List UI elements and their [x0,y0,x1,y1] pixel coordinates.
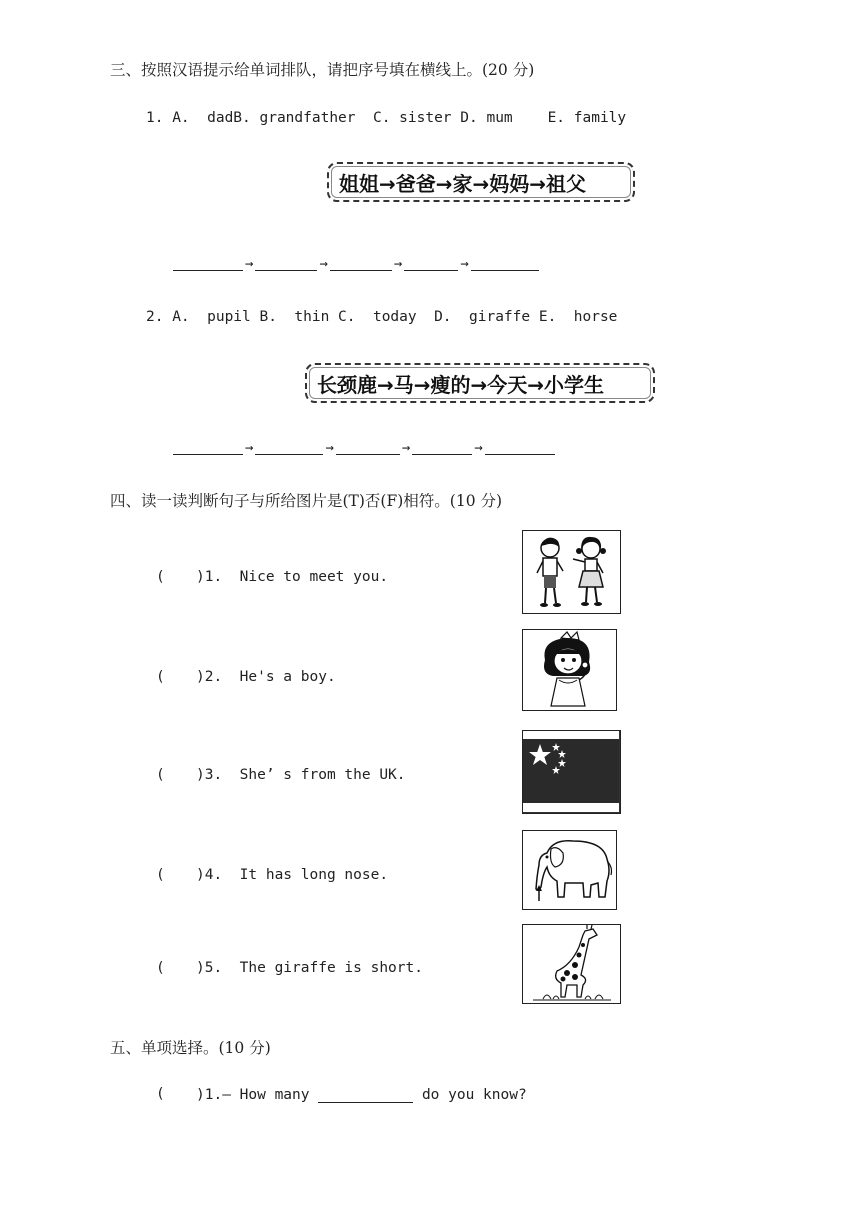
answer-paren[interactable]: ( [156,767,165,783]
section-3-title: 三、按照汉语提示给单词排队，请把序号填在横线上。(20 分) [110,61,535,79]
answer-paren[interactable]: ( [156,960,165,976]
answer-paren[interactable]: ( [156,669,165,685]
answer-blank[interactable] [330,256,392,271]
mc-blank[interactable] [318,1086,413,1103]
hint-box-1: 姐姐→爸爸→家→妈妈→祖父 [327,162,635,202]
section-5-title: 五、单项选择。(10 分) [110,1039,271,1057]
answer-blank[interactable] [336,440,400,455]
answer-blanks-2 [173,440,555,455]
answer-blank[interactable] [471,256,539,271]
arrow-icon: → [319,256,328,272]
statement-4: )4. It has long nose. [196,867,389,883]
answer-blank[interactable] [173,256,243,271]
answer-blank[interactable] [485,440,555,455]
answer-paren[interactable]: ( [156,1086,165,1102]
china-flag-icon [522,730,621,814]
answer-blanks-1 [173,256,539,271]
elephant-icon [522,830,617,910]
girl-icon [522,629,617,711]
hint-box-2: 长颈鹿→马→瘦的→今天→小学生 [305,363,655,403]
answer-blank[interactable] [404,256,458,271]
arrow-icon: → [245,440,254,456]
two-children-icon [522,530,621,614]
arrow-icon: → [474,440,483,456]
section-4-title: 四、读一读判断句子与所给图片是(T)否(F)相符。(10 分) [110,492,503,510]
answer-blank[interactable] [173,440,243,455]
answer-paren[interactable]: ( [156,569,165,585]
arrow-icon: → [393,256,403,272]
mc-question-1 [196,1086,527,1103]
mc-question-1-prefix: )1.— How many [196,1087,319,1103]
answer-paren[interactable]: ( [156,867,165,883]
arrow-icon: → [460,256,469,272]
question-2-options: 2. A. pupil B. thin C. today D. giraffe E. horse [146,309,618,325]
statement-2: )2. He's a boy. [196,669,336,685]
mc-question-1-suffix: do you know? [413,1087,527,1103]
statement-3: )3. She’ s from the UK. [196,767,406,783]
statement-5: )5. The giraffe is short. [196,960,423,976]
question-1-options: 1. A. dadB. grandfather C. sister D. mum E. family [146,110,627,126]
answer-blank[interactable] [412,440,472,455]
answer-blank[interactable] [255,440,323,455]
giraffe-icon [522,924,621,1004]
answer-blank[interactable] [255,256,317,271]
arrow-icon: → [245,256,254,272]
statement-1: )1. Nice to meet you. [196,569,389,585]
arrow-icon: → [401,440,411,456]
arrow-icon: → [325,440,334,456]
